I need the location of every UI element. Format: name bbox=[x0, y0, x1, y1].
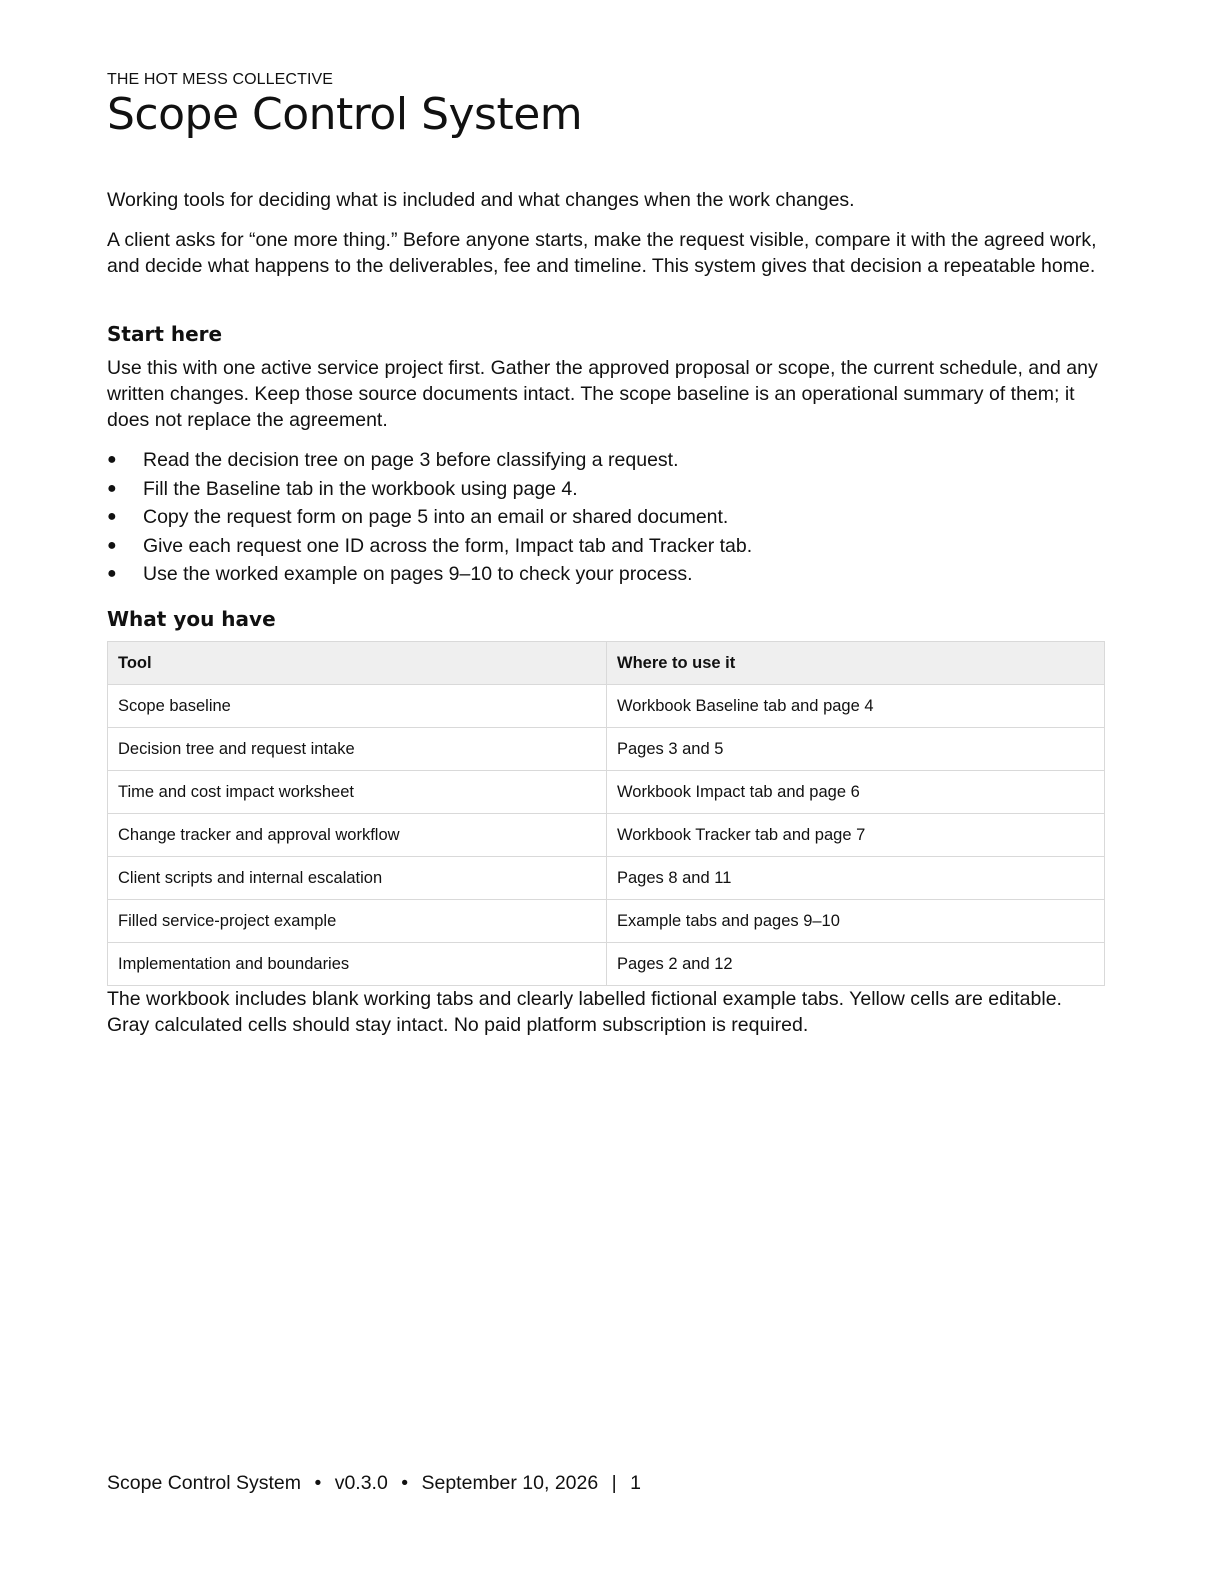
table-cell-tool: Implementation and boundaries bbox=[108, 943, 607, 986]
tools-table bbox=[107, 641, 1105, 986]
table-cell-tool: Client scripts and internal escalation bbox=[108, 857, 607, 900]
table-cell-tool: Change tracker and approval workflow bbox=[108, 814, 607, 857]
table-cell-tool: Scope baseline bbox=[108, 685, 607, 728]
list-item-text: Give each request one ID across the form, Impact tab and Tracker tab. bbox=[143, 534, 753, 557]
table-cell-where: Workbook Impact tab and page 6 bbox=[607, 771, 1105, 814]
lede-paragraph: Working tools for deciding what is included and what changes when the work changes. bbox=[107, 189, 855, 211]
footer-separator: • bbox=[401, 1472, 409, 1494]
footer-doc-title: Scope Control System bbox=[107, 1472, 302, 1494]
list-item bbox=[107, 503, 1105, 532]
list-item-text: Copy the request form on page 5 into an email or shared document. bbox=[143, 506, 729, 529]
list-item-text: Fill the Baseline tab in the workbook using page 4. bbox=[143, 477, 578, 500]
table-cell-where: Example tabs and pages 9–10 bbox=[607, 900, 1105, 943]
what-you-have-heading: What you have bbox=[107, 607, 276, 631]
footer-version: v0.3.0 bbox=[334, 1472, 388, 1494]
start-here-paragraph: Use this with one active service project first. Gather the approved proposal or scope, the current schedule, and any written changes. Keep those source documents intact. The scope baseline is an operational summary of them; it does not replace the agreement. bbox=[107, 357, 1098, 431]
column-header-where: Where to use it bbox=[607, 642, 1105, 685]
list-item-text: Read the decision tree on page 3 before classifying a request. bbox=[143, 449, 679, 471]
table-cell-where: Workbook Tracker tab and page 7 bbox=[607, 814, 1105, 857]
table-row bbox=[108, 900, 1105, 943]
table-row bbox=[108, 943, 1105, 986]
table-header-row bbox=[108, 642, 1105, 685]
list-item bbox=[107, 475, 1105, 504]
footer-separator: | bbox=[611, 1472, 617, 1494]
list-item-text: Use the worked example on pages 9–10 to check your process. bbox=[143, 563, 693, 586]
bullet-icon: ● bbox=[107, 536, 117, 554]
bullet-icon: ● bbox=[107, 479, 117, 497]
table-cell-tool: Filled service-project example bbox=[108, 900, 607, 943]
table-row bbox=[108, 814, 1105, 857]
table-row bbox=[108, 771, 1105, 814]
intro-paragraph: A client asks for “one more thing.” Before anyone starts, make the request visible, compare it with the agreed work, and decide what happens to the deliverables, fee and timeline. This system gives that decision a repeatable home. bbox=[107, 229, 1097, 277]
bullet-icon: ● bbox=[107, 508, 117, 526]
page-footer bbox=[107, 1472, 641, 1495]
table-cell-where: Pages 8 and 11 bbox=[607, 857, 1105, 900]
list-item bbox=[107, 560, 1105, 589]
table-cell-where: Pages 2 and 12 bbox=[607, 943, 1105, 986]
list-item bbox=[107, 446, 1105, 475]
workbook-note: The workbook includes blank working tabs and clearly labelled fictional example tabs. Yellow cells are editable. Gray calculated cells should stay intact. No paid platform subscription is required. bbox=[107, 988, 1062, 1036]
footer-date: September 10, 2026 bbox=[421, 1472, 599, 1494]
table-row bbox=[108, 685, 1105, 728]
list-item bbox=[107, 532, 1105, 561]
start-here-list bbox=[107, 446, 1105, 589]
footer-page-number: 1 bbox=[630, 1472, 641, 1494]
table-cell-where: Pages 3 and 5 bbox=[607, 728, 1105, 771]
bullet-icon: ● bbox=[107, 565, 117, 583]
bullet-icon: ● bbox=[107, 451, 117, 468]
table-cell-where: Workbook Baseline tab and page 4 bbox=[607, 685, 1105, 728]
table-cell-tool: Decision tree and request intake bbox=[108, 728, 607, 771]
document-title: Scope Control System bbox=[107, 89, 583, 140]
start-here-heading: Start here bbox=[107, 322, 223, 346]
table-row bbox=[108, 728, 1105, 771]
organization-name: THE HOT MESS COLLECTIVE bbox=[107, 71, 334, 88]
footer-separator: • bbox=[314, 1472, 322, 1494]
table-row bbox=[108, 857, 1105, 900]
column-header-tool: Tool bbox=[108, 642, 607, 685]
table-cell-tool: Time and cost impact worksheet bbox=[108, 771, 607, 814]
